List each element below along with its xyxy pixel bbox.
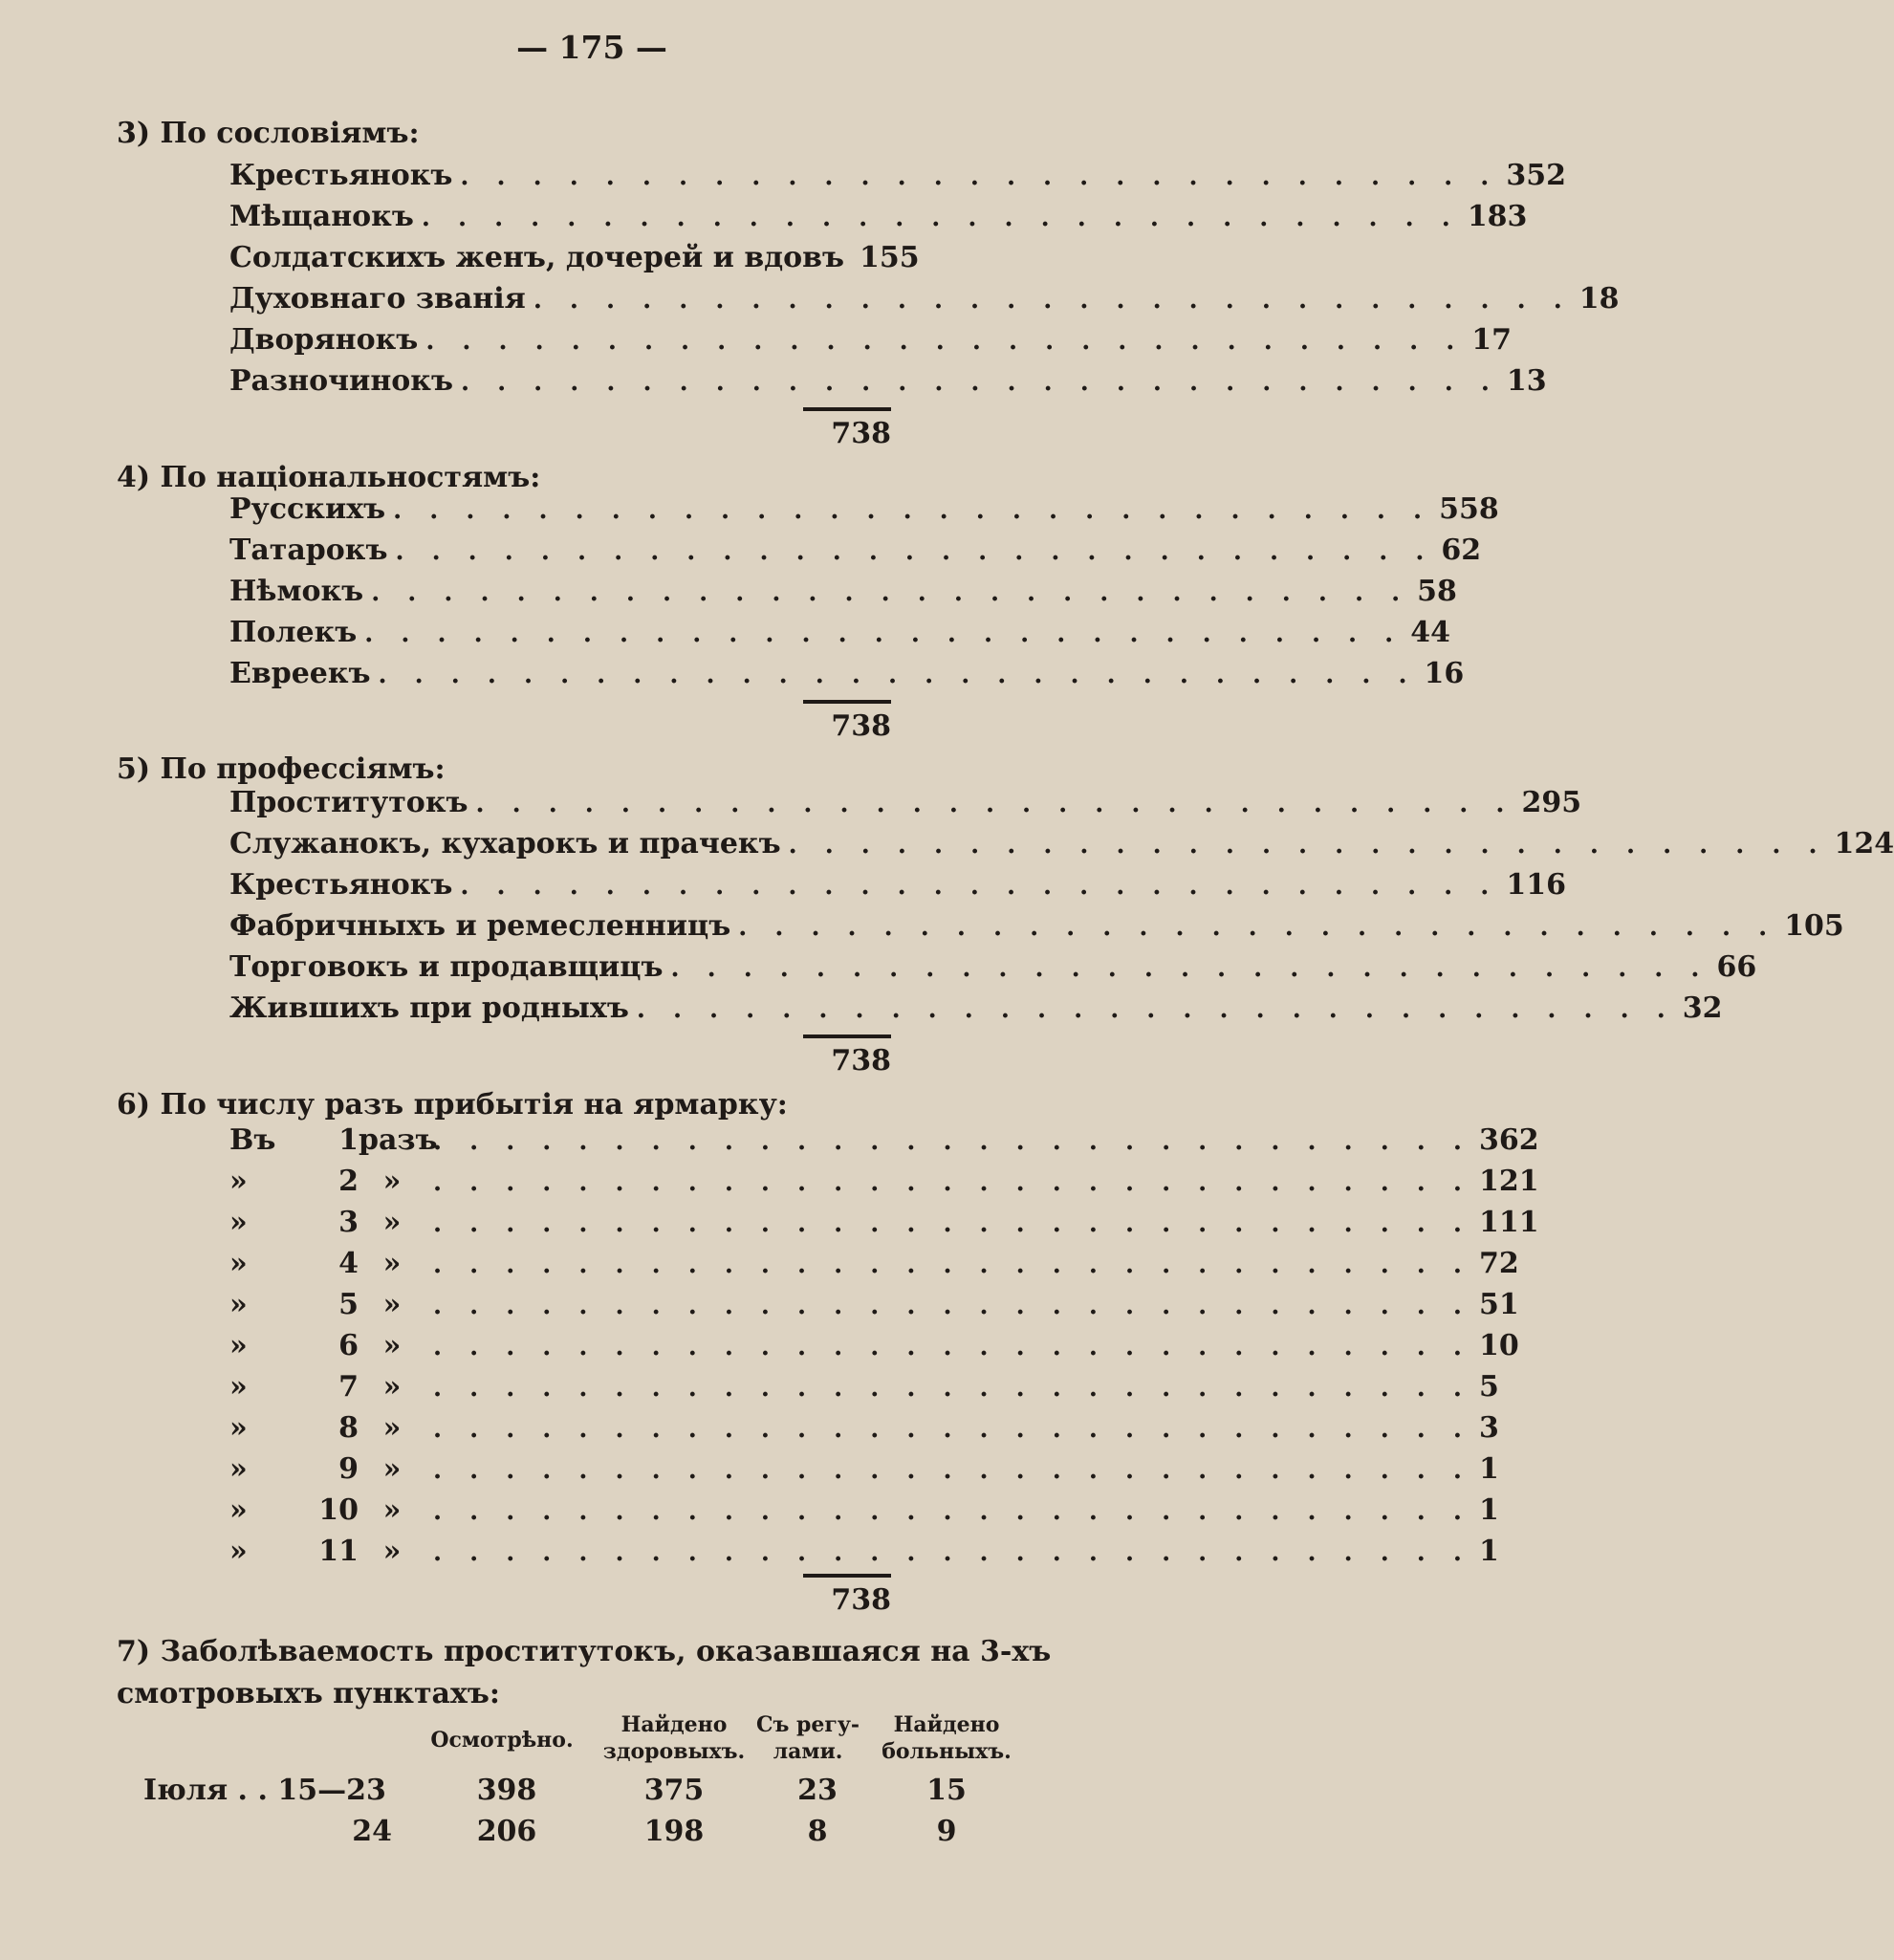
section-total: 738: [831, 1583, 891, 1617]
row-label: Нѣмокъ: [229, 575, 364, 608]
row-value: 124: [1834, 827, 1894, 860]
row-prefix: »: [229, 1165, 248, 1198]
row-count: 2: [338, 1165, 359, 1198]
table-row-label: Іюля . . 15—23: [143, 1774, 386, 1807]
row-prefix: »: [229, 1452, 248, 1486]
row-count: 6: [338, 1329, 359, 1362]
table-row: » 11 » . . . . . . . . . . . . . . . . . . . . . . . . . . . . . 1: [229, 1535, 1499, 1568]
row-label: Крестьянокъ: [229, 868, 453, 902]
row-label: Татарокъ: [229, 534, 388, 567]
row-value: 352: [1506, 159, 1566, 192]
row-prefix: »: [229, 1247, 248, 1280]
table-cell: 23: [797, 1774, 838, 1807]
row-label: Полекъ: [229, 616, 358, 649]
page-number: — 175 —: [516, 29, 667, 66]
row-prefix: »: [229, 1493, 248, 1527]
table-row: Полекъ . . . . . . . . . . . . . . . . . . . . . . . . . . . . . 44: [229, 616, 1450, 649]
row-value: 13: [1506, 364, 1547, 398]
row-suffix: »: [382, 1288, 402, 1321]
table-row: Крестьянокъ . . . . . . . . . . . . . . . . . . . . . . . . . . . . . 116: [229, 868, 1566, 902]
section-title: 6) По числу разъ прибытія на ярмарку:: [117, 1088, 788, 1122]
row-value: 295: [1521, 786, 1582, 819]
table-row: Мѣщанокъ . . . . . . . . . . . . . . . . . . . . . . . . . . . . . 183: [229, 200, 1528, 233]
table-row: » 7 » . . . . . . . . . . . . . . . . . . . . . . . . . . . . . 5: [229, 1370, 1499, 1404]
table-row: Служанокъ, кухарокъ и прачекъ . . . . . . . . . . . . . . . . . . . . . . . . . . . . . 124: [229, 827, 1894, 860]
row-value: 183: [1467, 200, 1528, 233]
table-row: Татарокъ . . . . . . . . . . . . . . . . . . . . . . . . . . . . . 62: [229, 534, 1482, 567]
row-value: 3: [1478, 1411, 1499, 1445]
row-value: 62: [1441, 534, 1482, 567]
column-header: Осмотрѣно.: [430, 1728, 574, 1753]
table-cell: 9: [936, 1815, 957, 1848]
row-label: Духовнаго званія: [229, 282, 526, 316]
row-prefix: »: [229, 1329, 248, 1362]
table-cell: 398: [476, 1774, 537, 1807]
row-label: Евреекъ: [229, 657, 371, 690]
column-header: Найдено больныхъ.: [882, 1712, 1012, 1764]
sum-rule: [803, 407, 891, 411]
row-value: 72: [1478, 1247, 1519, 1280]
table-row: Крестьянокъ . . . . . . . . . . . . . . . . . . . . . . . . . . . . . 352: [229, 159, 1566, 192]
row-label: Проститутокъ: [229, 786, 468, 819]
table-cell: 15: [926, 1774, 967, 1807]
table-row: » 4 » . . . . . . . . . . . . . . . . . . . . . . . . . . . . . 72: [229, 1247, 1519, 1280]
row-label: Фабричныхъ и ремесленницъ: [229, 909, 731, 943]
table-row: » 10 » . . . . . . . . . . . . . . . . . . . . . . . . . . . . . 1: [229, 1493, 1499, 1527]
row-prefix: »: [229, 1206, 248, 1239]
row-label: Русскихъ: [229, 492, 386, 526]
row-value: 51: [1478, 1288, 1519, 1321]
row-value: 17: [1471, 323, 1513, 357]
section-total: 738: [831, 1044, 891, 1078]
table-row: Духовнаго званія . . . . . . . . . . . . . . . . . . . . . . . . . . . . . 18: [229, 282, 1620, 316]
table-cell: 206: [476, 1815, 537, 1848]
row-value: 121: [1478, 1165, 1539, 1198]
table-row: » 8 » . . . . . . . . . . . . . . . . . . . . . . . . . . . . . 3: [229, 1411, 1499, 1445]
table-cell: 375: [643, 1774, 705, 1807]
row-value: 44: [1410, 616, 1450, 649]
section-total: 738: [831, 709, 891, 743]
row-suffix: »: [382, 1329, 402, 1362]
row-label: Служанокъ, кухарокъ и прачекъ: [229, 827, 781, 860]
row-value: 58: [1417, 575, 1457, 608]
sum-rule: [803, 1574, 891, 1578]
column-header: Найдено здоровыхъ.: [602, 1712, 746, 1764]
table-row: Русскихъ . . . . . . . . . . . . . . . . . . . . . . . . . . . . . 558: [229, 492, 1499, 526]
table-row: Нѣмокъ . . . . . . . . . . . . . . . . . . . . . . . . . . . . . 58: [229, 575, 1457, 608]
table-cell: 198: [643, 1815, 705, 1848]
row-suffix: »: [382, 1411, 402, 1445]
table-cell: 8: [807, 1815, 828, 1848]
row-prefix: »: [229, 1535, 248, 1568]
table-row-label: 24: [352, 1815, 392, 1848]
table-row: [229, 241, 920, 281]
row-label: Мѣщанокъ: [229, 200, 414, 233]
row-count: 9: [338, 1452, 359, 1486]
column-header: Съ регу- лами.: [755, 1712, 860, 1764]
row-count: 10: [318, 1493, 359, 1527]
row-value: 558: [1439, 492, 1499, 526]
row-prefix: Въ: [229, 1123, 276, 1157]
row-label: Торговокъ и продавщицъ: [229, 950, 664, 984]
row-value: 1: [1478, 1493, 1499, 1527]
row-label: Разночинокъ: [229, 364, 453, 398]
table-row: Жившихъ при родныхъ . . . . . . . . . . . . . . . . . . . . . . . . . . . . . 32: [229, 991, 1723, 1025]
row-value: 362: [1478, 1123, 1539, 1157]
row-value: 1: [1478, 1452, 1499, 1486]
row-suffix: »: [382, 1206, 402, 1239]
row-count: 11: [318, 1535, 359, 1568]
row-value: 5: [1478, 1370, 1499, 1404]
row-value: 1: [1478, 1535, 1499, 1568]
row-label: Жившихъ при родныхъ: [229, 991, 629, 1025]
row-prefix: »: [229, 1288, 248, 1321]
section-7-text: 7) Заболѣваемость проститутокъ, оказавшаяся на 3-хъ смотровыхъ пунктахъ:: [117, 1635, 1052, 1710]
section-title: 4) По національностямъ:: [117, 461, 541, 494]
row-value: 32: [1682, 991, 1723, 1025]
table-row: Дворянокъ . . . . . . . . . . . . . . . . . . . . . . . . . . . . . 17: [229, 323, 1513, 357]
table-row: » 2 » . . . . . . . . . . . . . . . . . . . . . . . . . . . . . 121: [229, 1165, 1539, 1198]
row-count: 7: [338, 1370, 359, 1404]
table-row: Разночинокъ . . . . . . . . . . . . . . . . . . . . . . . . . . . . . 13: [229, 364, 1547, 398]
row-suffix: »: [382, 1535, 402, 1568]
section-title: 3) По сословіямъ:: [117, 117, 420, 150]
row-count: 4: [338, 1247, 359, 1280]
row-value: 155: [860, 241, 920, 274]
row-value: 66: [1716, 950, 1757, 984]
row-count: 3: [338, 1206, 359, 1239]
row-label: Солдатскихъ женъ, дочерей и вдовъ: [229, 241, 845, 274]
row-label: Дворянокъ: [229, 323, 419, 357]
row-count: 1: [338, 1123, 359, 1157]
row-value: 105: [1784, 909, 1844, 943]
row-suffix: »: [382, 1452, 402, 1486]
row-value: 16: [1424, 657, 1465, 690]
row-prefix: »: [229, 1370, 248, 1404]
section-total: 738: [831, 417, 891, 450]
row-value: 116: [1506, 868, 1566, 902]
section-title: 5) По профессіямъ:: [117, 752, 446, 786]
table-row: Въ 1 разъ . . . . . . . . . . . . . . . . . . . . . . . . . . . . . 362: [229, 1123, 1539, 1157]
row-value: 10: [1478, 1329, 1519, 1362]
table-row: » 5 » . . . . . . . . . . . . . . . . . . . . . . . . . . . . . 51: [229, 1288, 1519, 1321]
table-row: » 3 » . . . . . . . . . . . . . . . . . . . . . . . . . . . . . 111: [229, 1206, 1539, 1239]
row-count: 5: [338, 1288, 359, 1321]
table-row: Проститутокъ . . . . . . . . . . . . . . . . . . . . . . . . . . . . . 295: [229, 786, 1582, 819]
row-prefix: »: [229, 1411, 248, 1445]
table-row: » 6 » . . . . . . . . . . . . . . . . . . . . . . . . . . . . . 10: [229, 1329, 1519, 1362]
row-label: Крестьянокъ: [229, 159, 453, 192]
row-count: 8: [338, 1411, 359, 1445]
sum-rule: [803, 700, 891, 704]
table-row: Фабричныхъ и ремесленницъ . . . . . . . . . . . . . . . . . . . . . . . . . . . . . 105: [229, 909, 1844, 943]
table-row: Евреекъ . . . . . . . . . . . . . . . . . . . . . . . . . . . . . 16: [229, 657, 1465, 690]
row-suffix: »: [382, 1493, 402, 1527]
row-value: 18: [1578, 282, 1620, 316]
row-suffix: »: [382, 1370, 402, 1404]
table-row: Торговокъ и продавщицъ . . . . . . . . . . . . . . . . . . . . . . . . . . . . . 66: [229, 950, 1757, 984]
row-suffix: »: [382, 1247, 402, 1280]
row-suffix: »: [382, 1165, 402, 1198]
table-row: » 9 » . . . . . . . . . . . . . . . . . . . . . . . . . . . . . 1: [229, 1452, 1499, 1486]
row-suffix: разъ: [359, 1123, 438, 1157]
row-value: 111: [1478, 1206, 1539, 1239]
sum-rule: [803, 1034, 891, 1038]
